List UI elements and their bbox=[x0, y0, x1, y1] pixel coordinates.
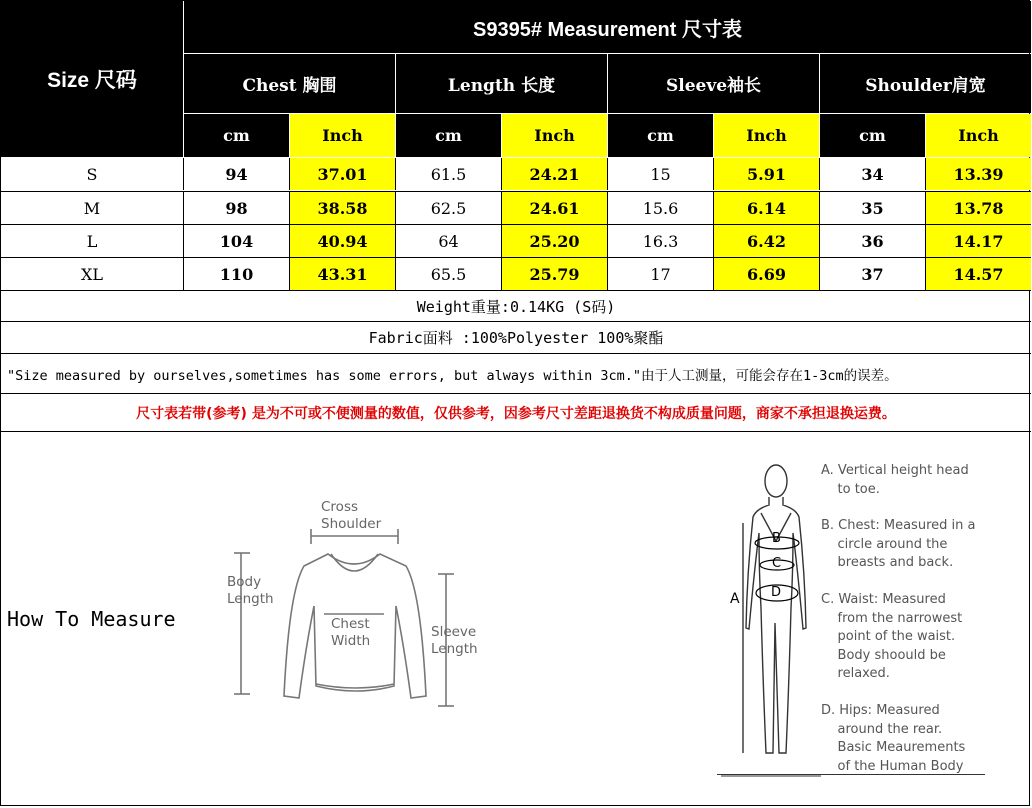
chest-cm-cell: 110 bbox=[184, 258, 290, 290]
size-cell: S bbox=[1, 158, 184, 190]
length-cm-cell: 64 bbox=[396, 225, 502, 257]
cross-shoulder-label: Cross Shoulder bbox=[321, 499, 382, 532]
length-cm-cell: 65.5 bbox=[396, 258, 502, 290]
legend-b: B. Chest: Measured in a circle around the breasts and back. bbox=[821, 518, 976, 570]
chest-cm-header: cm bbox=[184, 114, 289, 157]
mark-c: C bbox=[772, 556, 782, 571]
row-divider bbox=[1, 431, 1031, 432]
sleeve-cm-cell: 16.3 bbox=[608, 225, 714, 257]
sleeve-inch-cell: 6.14 bbox=[714, 192, 820, 224]
shoulder-inch-cell: 14.17 bbox=[926, 225, 1031, 257]
chest-header: Chest 胸围 bbox=[184, 54, 395, 113]
shoulder-cm-header: cm bbox=[820, 114, 925, 157]
sleeve-inch-cell: 5.91 bbox=[714, 158, 820, 190]
shoulder-cm-cell: 34 bbox=[820, 158, 926, 190]
legend-c: C. Waist: Measured from the narrowest point of the waist. Body shoould be relaxed. bbox=[821, 592, 963, 681]
length-inch-cell: 25.20 bbox=[502, 225, 608, 257]
how-to-measure-title: How To Measure bbox=[7, 607, 176, 631]
chest-inch-cell: 38.58 bbox=[290, 192, 396, 224]
size-cell: L bbox=[1, 225, 184, 257]
length-inch-header: Inch bbox=[502, 114, 607, 157]
shoulder-inch-cell: 14.57 bbox=[926, 258, 1031, 290]
reference-warning: 尺寸表若带(参考) 是为不可或不便测量的数值，仅供参考，因参考尺寸差距退换货不构成质量问题，商家不承担退换运费。 bbox=[136, 405, 896, 422]
mark-d: D bbox=[771, 585, 782, 600]
size-header: Size 尺码 bbox=[1, 1, 183, 157]
legend-a: A. Vertical height head to toe. bbox=[821, 463, 969, 497]
legend-d: D. Hips: Measured around the rear. Basic Meaurements of the Human Body bbox=[821, 703, 966, 774]
mark-a: A bbox=[730, 591, 740, 607]
sleeve-cm-header: cm bbox=[608, 114, 713, 157]
human-body-figure bbox=[721, 453, 821, 778]
shoulder-header: Shoulder肩宽 bbox=[820, 54, 1031, 113]
shoulder-cm-cell: 35 bbox=[820, 192, 926, 224]
table-row bbox=[1, 225, 1031, 258]
length-inch-cell: 24.21 bbox=[502, 158, 608, 190]
chest-inch-cell: 43.31 bbox=[290, 258, 396, 290]
shoulder-inch-header: Inch bbox=[926, 114, 1031, 157]
chest-inch-cell: 37.01 bbox=[290, 158, 396, 190]
size-cell: M bbox=[1, 192, 184, 224]
table-row bbox=[1, 192, 1031, 225]
shoulder-cm-cell: 37 bbox=[820, 258, 926, 290]
sleeve-inch-cell: 6.69 bbox=[714, 258, 820, 290]
chest-cm-cell: 104 bbox=[184, 225, 290, 257]
length-header: Length 长度 bbox=[396, 54, 607, 113]
chest-width-label: Chest Width bbox=[331, 616, 371, 649]
sleeve-cm-cell: 15.6 bbox=[608, 192, 714, 224]
chest-cm-cell: 98 bbox=[184, 192, 290, 224]
mark-b: B bbox=[772, 531, 781, 546]
weight-note: Weight重量:0.14KG (S码) bbox=[416, 297, 616, 316]
sleeve-cm-cell: 15 bbox=[608, 158, 714, 190]
sleeve-inch-cell: 6.42 bbox=[714, 225, 820, 257]
table-row bbox=[1, 258, 1031, 291]
body-length-label: Body Length bbox=[227, 574, 274, 607]
length-cm-cell: 61.5 bbox=[396, 158, 502, 190]
length-cm-header: cm bbox=[396, 114, 501, 157]
disclaimer-note: "Size measured by ourselves,sometimes has some errors, but always within 3cm."由于人工测量，可能会存在1-3cm的误差。 bbox=[7, 367, 898, 384]
sleeve-length-label: Sleeve Length bbox=[431, 624, 478, 657]
size-cell: XL bbox=[1, 258, 184, 290]
sleeve-header: Sleeve袖长 bbox=[608, 54, 819, 113]
shoulder-cm-cell: 36 bbox=[820, 225, 926, 257]
length-cm-cell: 62.5 bbox=[396, 192, 502, 224]
fabric-note: Fabric面料 :100%Polyester 100%聚酯 bbox=[368, 329, 664, 347]
chest-inch-header: Inch bbox=[290, 114, 395, 157]
chart-title: S9395# Measurement 尺寸表 bbox=[184, 1, 1031, 53]
sleeve-cm-cell: 17 bbox=[608, 258, 714, 290]
table-row bbox=[1, 158, 1031, 191]
shoulder-inch-cell: 13.78 bbox=[926, 192, 1031, 224]
chest-inch-cell: 40.94 bbox=[290, 225, 396, 257]
length-inch-cell: 25.79 bbox=[502, 258, 608, 290]
chest-cm-cell: 94 bbox=[184, 158, 290, 190]
shoulder-inch-cell: 13.39 bbox=[926, 158, 1031, 190]
sleeve-inch-header: Inch bbox=[714, 114, 819, 157]
length-inch-cell: 24.61 bbox=[502, 192, 608, 224]
